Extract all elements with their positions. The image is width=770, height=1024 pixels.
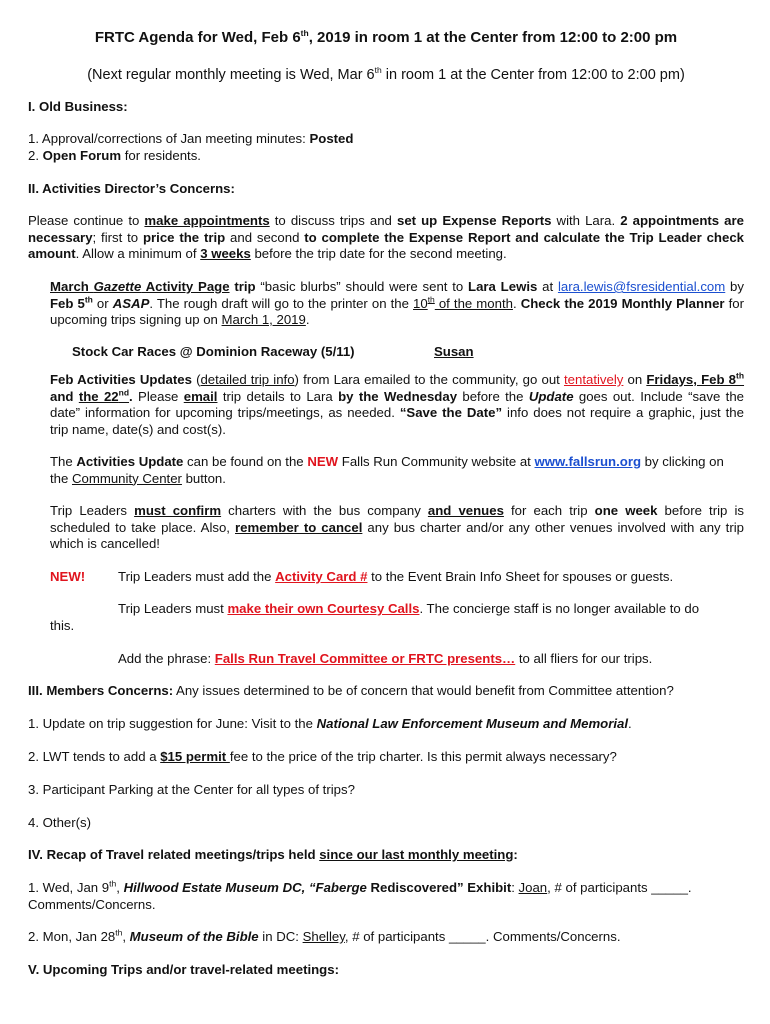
members-item-4: 4. Other(s) [28, 815, 92, 830]
section-heading-old-business: I. Old Business: [28, 99, 128, 114]
activities-paragraph-website: The Activities Update can be found on the NEW Falls Run Community website at www.fallsrun.org by clicking on the Community Center button. [50, 454, 724, 486]
section-heading-members: III. Members Concerns: Any issues determined to be of concern that would benefit from Committee attention? [28, 683, 674, 698]
phrase-instruction: Add the phrase: Falls Run Travel Committee or FRTC presents… to all fliers for our trips. [118, 651, 653, 666]
courtesy-calls-text: Trip Leaders must make their own Courtesy Calls. The concierge staff is no longer available to do [118, 601, 700, 616]
members-item-2: 2. LWT tends to add a $15 permit fee to the price of the trip charter. Is this permit always necessary? [28, 749, 617, 764]
old-business-item-1: 1. Approval/corrections of Jan meeting minutes: Posted [28, 131, 354, 146]
activity-card-text: Trip Leaders must add the Activity Card # to the Event Brain Info Sheet for spouses or guests. [118, 569, 674, 584]
old-business-item-2: 2. Open Forum for residents. [28, 148, 201, 163]
activities-paragraph-feb-updates: Feb Activities Updates (detailed trip info) from Lara emailed to the community, go out tentatively on Fridays, Feb 8th and the 22nd. Please email trip details to Lara by the Wednesday before the Update goes out. Include “save the date” information for upcoming trips/meetings, as needed. “Save the Date” info does not require a graphic, just the trip name, date(s) and cost(s). [50, 370, 745, 437]
trip-event-name: Stock Car Races @ Dominion Raceway (5/11) [72, 344, 355, 359]
members-item-1: 1. Update on trip suggestion for June: Visit to the National Law Enforcement Museum and Memorial. [28, 716, 632, 731]
stock-car-races-row [72, 344, 474, 361]
new-activity-card-row [50, 569, 673, 586]
members-item-3: 3. Participant Parking at the Center for all types of trips? [28, 782, 355, 797]
email-link[interactable]: lara.lewis@fsresidential.com [557, 279, 726, 294]
activities-paragraph-gazette: March Gazette Activity Page trip “basic blurbs” should were sent to Lara Lewis at lara.lewis@fsresidential.com by Feb 5th or ASAP. The rough draft will go to the printer on the 10th of the month. Check the 2019 Monthly Planner for upcoming trips signing up on March 1, 2019. [50, 279, 744, 327]
activities-paragraph-appointments: Please continue to make appointments to discuss trips and set up Expense Reports with Lara. 2 appointments are necessary; first to price the trip and second to complete the Expense Report and calculate the Trip Leader check amount. Allow a minimum of 3 weeks before the trip date for the second meeting. [28, 213, 744, 261]
courtesy-calls-text-end: this. [50, 618, 75, 633]
website-link[interactable]: www.fallsrun.org [534, 454, 642, 469]
activities-paragraph-confirm: Trip Leaders must confirm charters with the bus company and venues for each trip one week before trip is scheduled to take place. Also, remember to cancel any bus charter and/or any other venues involved with any trip which is cancelled! [50, 503, 745, 551]
section-heading-recap: IV. Recap of Travel related meetings/trips held since our last monthly meeting: [28, 847, 518, 862]
page-title: FRTC Agenda for Wed, Feb 6th, 2019 in room 1 at the Center from 12:00 to 2:00 pm [94, 28, 678, 46]
section-heading-activities: II. Activities Director’s Concerns: [28, 181, 235, 196]
section-heading-upcoming: V. Upcoming Trips and/or travel-related meetings: [28, 962, 339, 977]
trip-leader-name: Susan [434, 344, 474, 359]
new-label: NEW! [50, 569, 86, 584]
recap-item-2: 2. Mon, Jan 28th, Museum of the Bible in DC: Shelley, # of participants _____. Comments/Concerns. [28, 927, 621, 944]
recap-item-1: 1. Wed, Jan 9th, Hillwood Estate Museum DC, “Faberge Rediscovered” Exhibit: Joan, # of participants _____. Comments/Concerns. [28, 878, 692, 912]
page-subtitle: (Next regular monthly meeting is Wed, Mar 6th in room 1 at the Center from 12:00 to 2:00 pm) [87, 65, 685, 83]
